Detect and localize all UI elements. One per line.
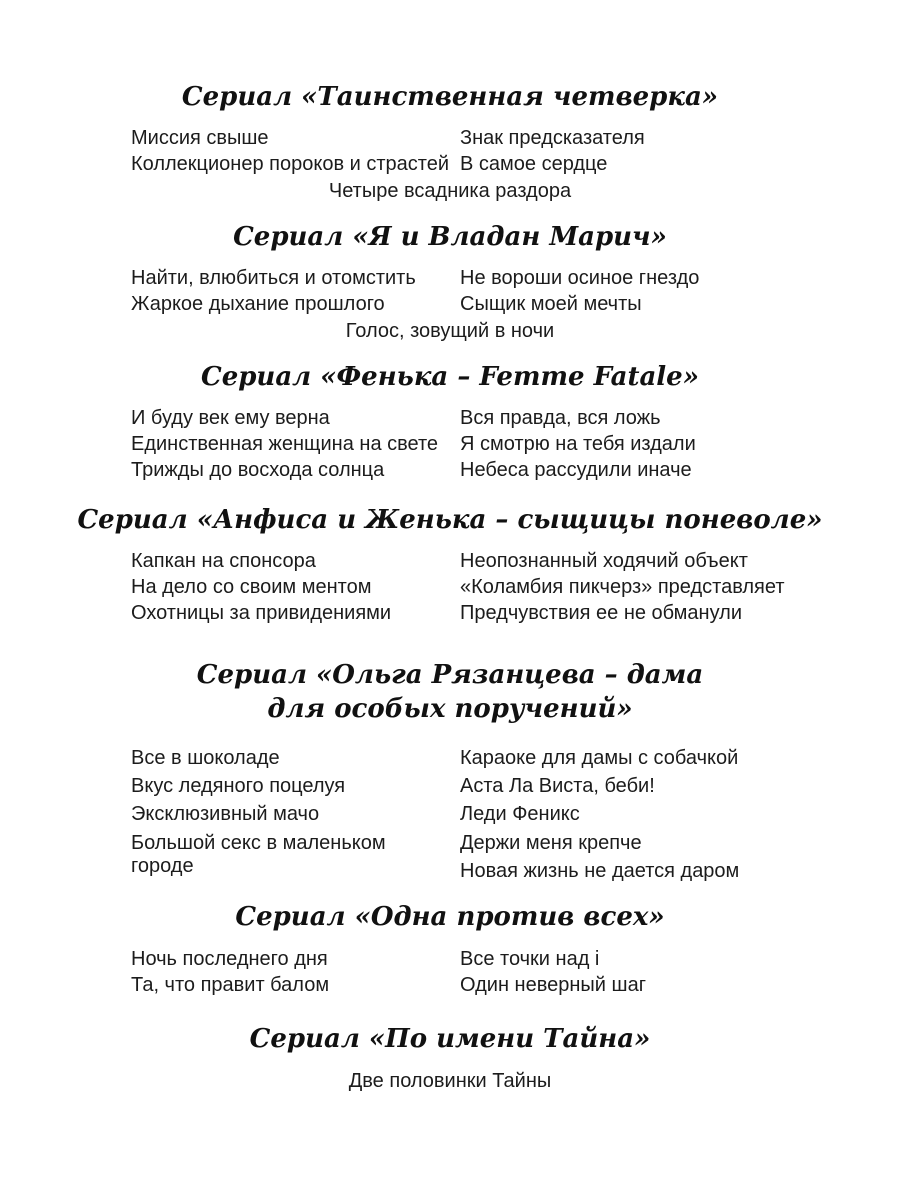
series-heading: Сериал «Анфиса и Женька – сыщицы поневоле» (77, 505, 823, 535)
book-title: Капкан на спонсора (131, 550, 316, 572)
book-title: Новая жизнь не дается даром (460, 860, 740, 882)
book-title: И буду век ему верна (131, 407, 330, 429)
book-title: Все в шоколаде (131, 747, 280, 769)
book-title: Охотницы за привидениями (131, 602, 392, 624)
book-title: Большой секс в маленьком городе (131, 832, 386, 877)
book-title: Я смотрю на тебя издали (460, 433, 696, 455)
book-title: Леди Феникс (460, 803, 580, 825)
book-title: Жаркое дыхание прошлого (131, 293, 385, 315)
book-title: Единственная женщина на свете (131, 433, 439, 455)
book-title: Не вороши осиное гнездо (460, 267, 700, 289)
book-title: Вся правда, вся ложь (460, 407, 661, 429)
series-heading: Сериал «Я и Владан Марич» (233, 222, 667, 252)
book-title: Все точки над i (460, 948, 600, 970)
series-heading: Сериал «По имени Тайна» (249, 1024, 651, 1054)
book-title: Неопознанный ходячий объект (460, 550, 748, 572)
book-title: Караоке для дамы с собачкой (460, 747, 739, 769)
book-title: Ночь последнего дня (131, 948, 328, 970)
book-title: Эксклюзивный мачо (131, 803, 320, 825)
book-title: Миссия свыше (131, 127, 269, 149)
series-heading-line: Сериал «Ольга Рязанцева – дама (196, 660, 704, 690)
book-title: Небеса рассудили иначе (460, 459, 692, 481)
book-title-centered: Четыре всадника раздора (328, 180, 572, 202)
book-title-centered: Две половинки Тайны (348, 1070, 552, 1092)
book-title: На дело со своим ментом (131, 576, 372, 598)
book-title: Один неверный шаг (460, 974, 646, 996)
book-title: Предчувствия ее не обманули (460, 602, 743, 624)
series-heading: Сериал «Одна против всех» (235, 902, 665, 932)
book-title: Сыщик моей мечты (460, 293, 642, 315)
series-heading (0, 658, 900, 726)
series-heading: Сериал «Таинственная четверка» (181, 82, 719, 112)
book-title: Та, что правит балом (131, 974, 330, 996)
book-title: Найти, влюбиться и отомстить (131, 267, 416, 289)
book-title: «Коламбия пикчерз» представляет (460, 576, 785, 598)
book-title: Вкус ледяного поцелуя (131, 775, 346, 797)
book-title: Трижды до восхода солнца (131, 459, 385, 481)
series-heading-line: для особых поручений» (267, 694, 633, 724)
book-title: Аста Ла Виста, беби! (460, 775, 655, 797)
book-title: В самое сердце (460, 153, 608, 175)
book-title: Коллекционер пороков и страстей (131, 153, 449, 175)
book-title: Знак предсказателя (460, 127, 645, 149)
book-title: Держи меня крепче (460, 832, 642, 854)
book-title-centered: Голос, зовущий в ночи (345, 320, 555, 342)
series-heading: Сериал «Фенька – Femme Fatale» (201, 362, 699, 392)
